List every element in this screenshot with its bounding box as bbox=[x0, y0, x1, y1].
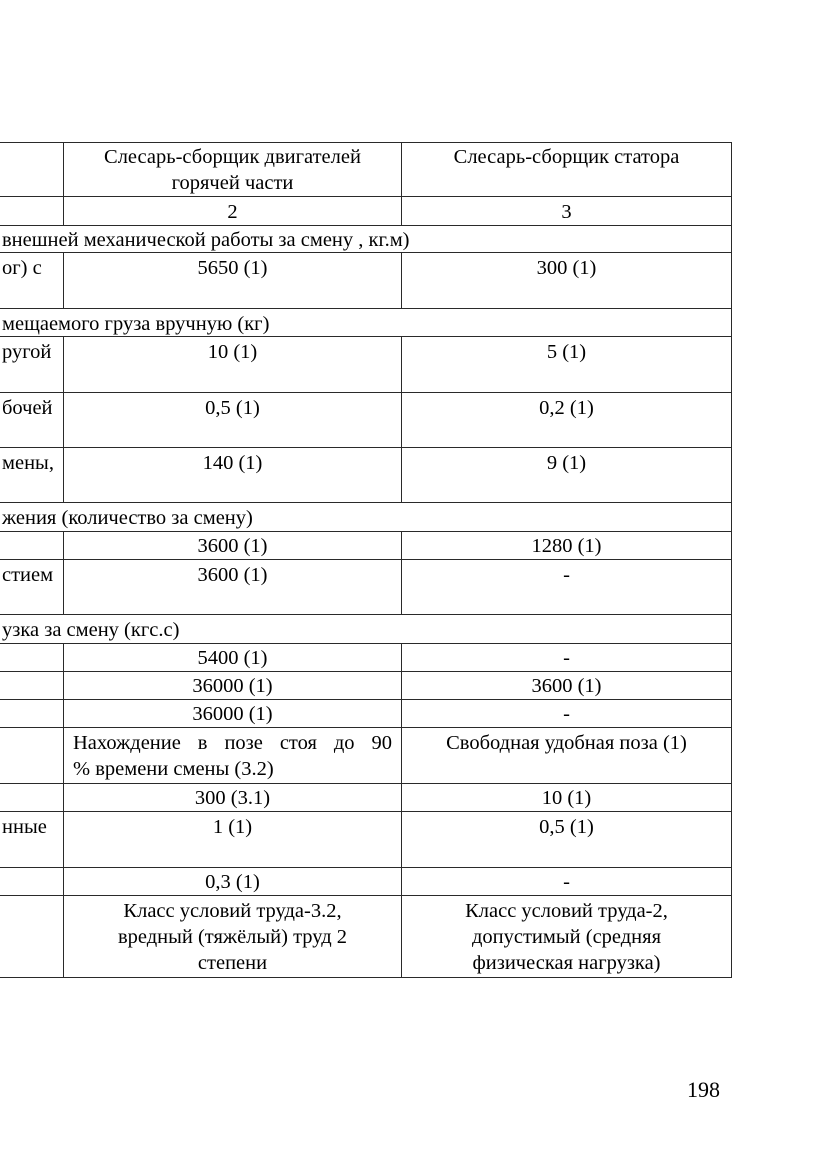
table-line bbox=[0, 142, 731, 143]
column-number-2: 2 bbox=[227, 201, 238, 223]
cell-col3: 1280 (1) bbox=[531, 535, 602, 557]
section-title: мещаемого груза вручную (кг) bbox=[2, 313, 270, 335]
table-line bbox=[0, 531, 731, 532]
cell-col2: 140 (1) bbox=[202, 452, 263, 474]
cell-col2: 36000 (1) bbox=[192, 675, 273, 697]
cell-col3: - bbox=[563, 703, 570, 725]
row-left-fragment: мены, bbox=[2, 452, 54, 474]
table-line bbox=[0, 811, 731, 812]
row-left-fragment: ругой bbox=[2, 341, 52, 363]
cell-col3: 9 (1) bbox=[546, 452, 587, 474]
row-left-fragment: нные bbox=[2, 816, 47, 838]
cell-col3: 3600 (1) bbox=[531, 675, 602, 697]
cell-col3-line1: Класс условий труда-2, bbox=[465, 900, 668, 922]
cell-col3: 5 (1) bbox=[546, 341, 587, 363]
header-col2-line1: Слесарь-сборщик двигателей bbox=[104, 146, 361, 168]
cell-col3-line2: допустимый (средняя bbox=[471, 926, 662, 948]
page-number: 198 bbox=[687, 1077, 720, 1102]
cell-col2: 3600 (1) bbox=[197, 535, 268, 557]
table-line bbox=[0, 447, 731, 448]
cell-col2-line3: степени bbox=[197, 952, 268, 974]
table-line bbox=[0, 727, 731, 728]
cell-col3-line3: физическая нагрузка) bbox=[472, 952, 661, 974]
column-number-3: 3 bbox=[561, 201, 572, 223]
table-line bbox=[0, 392, 731, 393]
cell-col3: Свободная удобная поза (1) bbox=[446, 732, 687, 754]
table-line bbox=[0, 614, 731, 615]
section-title: узка за смену (кгс.с) bbox=[2, 619, 180, 641]
cell-col2-line2: вредный (тяжёлый) труд 2 bbox=[117, 926, 348, 948]
cell-col3: - bbox=[563, 647, 570, 669]
table-line bbox=[0, 867, 731, 868]
cell-col2-line1: Класс условий труда-3.2, bbox=[123, 900, 342, 922]
table-line bbox=[0, 225, 731, 226]
table-line bbox=[0, 671, 731, 672]
cell-col2: 10 (1) bbox=[207, 341, 258, 363]
cell-col3: 300 (1) bbox=[536, 257, 597, 279]
table-line bbox=[0, 196, 731, 197]
table-line bbox=[0, 895, 731, 896]
row-left-fragment: бочей bbox=[2, 397, 53, 419]
cell-col2-line2: % времени смены (3.2) bbox=[73, 758, 274, 780]
cell-col3: 10 (1) bbox=[541, 787, 592, 809]
cell-col2: 0,3 (1) bbox=[205, 871, 260, 893]
row-left-fragment: стием bbox=[2, 564, 54, 586]
cell-col2: 5650 (1) bbox=[197, 257, 268, 279]
cell-col2: 1 (1) bbox=[212, 816, 253, 838]
row-left-fragment: ог) с bbox=[2, 257, 42, 279]
cell-col2-line1: Нахождение в позе стоя до 90 bbox=[73, 732, 392, 754]
cell-col2: 5400 (1) bbox=[197, 647, 268, 669]
table-line bbox=[0, 308, 731, 309]
cell-col3: 0,2 (1) bbox=[539, 397, 594, 419]
table-line bbox=[0, 783, 731, 784]
cell-col3: - bbox=[563, 564, 570, 586]
table-line bbox=[0, 699, 731, 700]
header-col2-line2: горячей части bbox=[171, 172, 294, 194]
table-line bbox=[731, 142, 732, 978]
section-title: жения (количество за смену) bbox=[2, 507, 253, 529]
cell-col3: - bbox=[563, 871, 570, 893]
cell-col2: 3600 (1) bbox=[197, 564, 268, 586]
table-line bbox=[0, 977, 731, 978]
table-line bbox=[0, 559, 731, 560]
table-line bbox=[0, 643, 731, 644]
section-title: внешней механической работы за смену , кг.м) bbox=[2, 229, 410, 251]
cell-col2: 300 (3.1) bbox=[194, 787, 271, 809]
table-line bbox=[0, 502, 731, 503]
header-col3: Слесарь-сборщик статора bbox=[453, 146, 680, 168]
cell-col2: 0,5 (1) bbox=[205, 397, 260, 419]
cell-col3: 0,5 (1) bbox=[539, 816, 594, 838]
cell-col2: 36000 (1) bbox=[192, 703, 273, 725]
